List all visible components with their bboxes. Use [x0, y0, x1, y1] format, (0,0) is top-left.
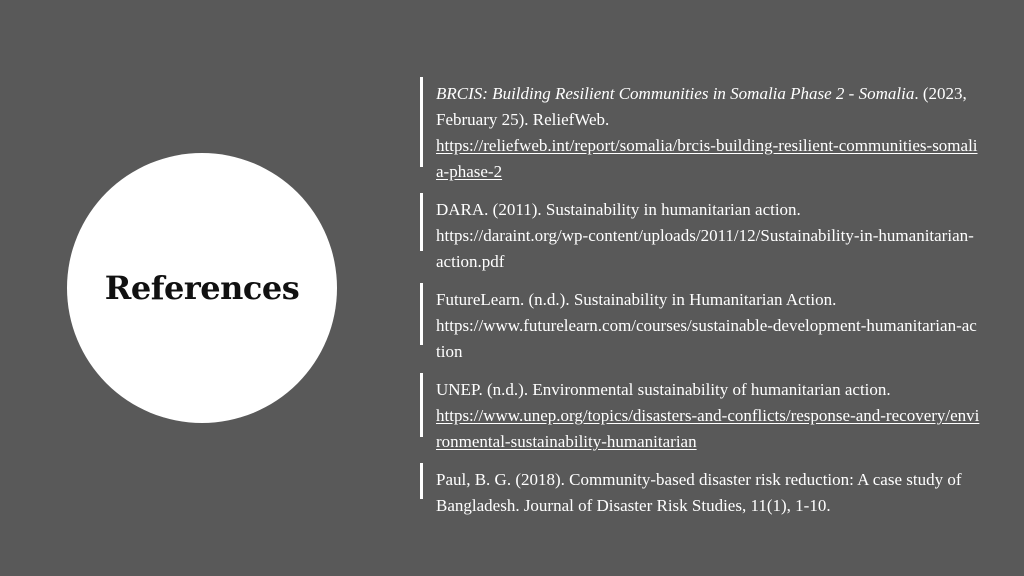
reference-details: DARA. (2011). Sustainability in humanitarian action.: [436, 200, 801, 219]
reference-details: FutureLearn. (n.d.). Sustainability in Humanitarian Action.: [436, 290, 837, 309]
reference-link-unep[interactable]: https://www.unep.org/topics/disasters-and-conflicts/response-and-recovery/environmental-sustainability-humanitarian: [436, 406, 980, 451]
reference-link-reliefweb[interactable]: https://reliefweb.int/report/somalia/brcis-building-resilient-communities-somalia-phase-2: [436, 136, 978, 181]
reference-item-paul: [420, 463, 980, 519]
reference-divider: [420, 283, 423, 345]
reference-details: . (2023, February 25). ReliefWeb.: [436, 84, 967, 129]
reference-item-futurelearn: [420, 283, 980, 365]
reference-url: https://www.futurelearn.com/courses/sustainable-development-humanitarian-action: [436, 316, 977, 361]
title-circle: [67, 153, 337, 423]
reference-divider: [420, 463, 423, 499]
reference-divider: [420, 77, 423, 167]
reference-title: BRCIS: Building Resilient Communities in Somalia Phase 2 - Somalia: [436, 84, 915, 103]
page-title: References: [104, 269, 300, 307]
reference-item-brcis: [420, 77, 980, 185]
reference-item-unep: [420, 373, 980, 455]
reference-item-dara: [420, 193, 980, 275]
reference-details: UNEP. (n.d.). Environmental sustainability of humanitarian action.: [436, 380, 891, 399]
reference-divider: [420, 193, 423, 251]
reference-divider: [420, 373, 423, 437]
reference-url: https://daraint.org/wp-content/uploads/2011/12/Sustainability-in-humanitarian-action.pdf: [436, 226, 974, 271]
reference-details: Paul, B. G. (2018). Community-based disaster risk reduction: A case study of Bangladesh. Journal of Disaster Risk Studies, 11(1), 1-10.: [436, 470, 962, 515]
